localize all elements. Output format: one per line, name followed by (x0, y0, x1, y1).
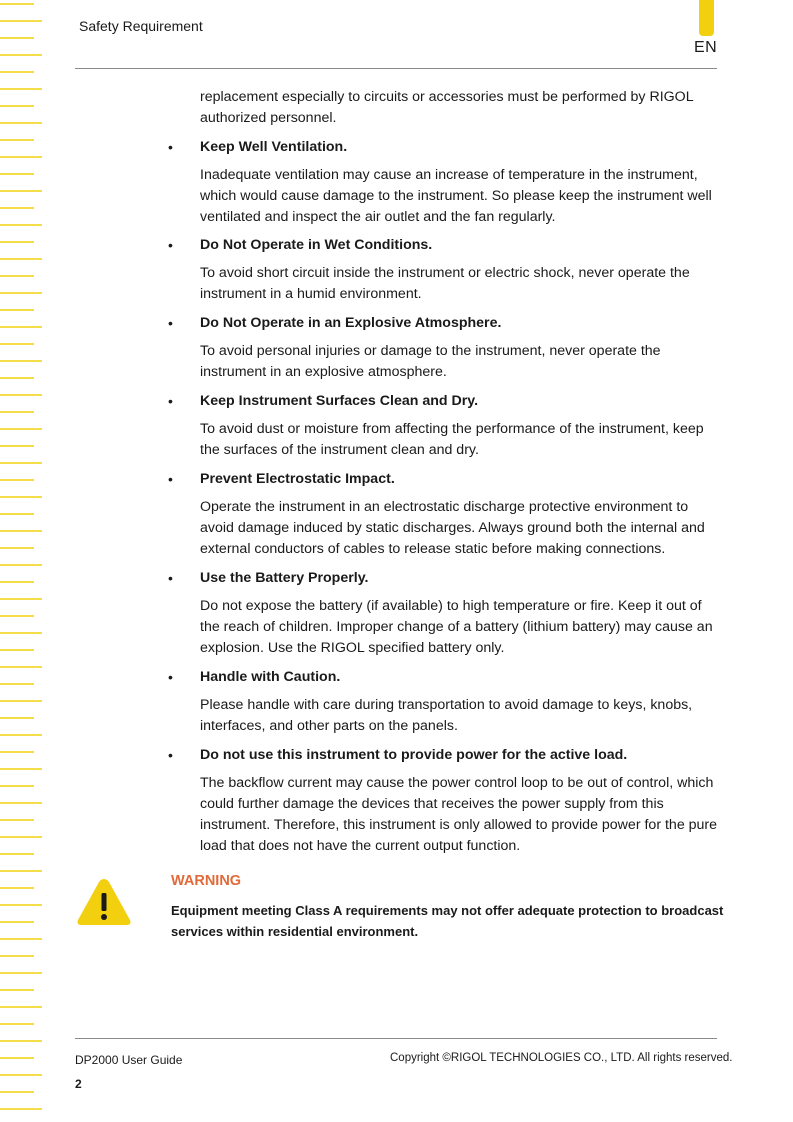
bullet: • (168, 393, 173, 409)
item-text-explosive-atmosphere: To avoid personal injuries or damage to the instrument, never operate the instrument in an explosive atmosphere. (200, 343, 661, 380)
header-divider (75, 68, 717, 69)
intro-paragraph: replacement especially to circuits or accessories must be performed by RIGOL authorized personnel. (200, 89, 694, 126)
item-text-clean-dry: To avoid dust or moisture from affecting the performance of the instrument, keep the surfaces of the instrument clean and dry. (200, 421, 704, 458)
item-text-active-load: The backflow current may cause the power control loop to be out of control, which could further damage the devices that receives the power supply from this instrument. Therefore, this instrument is only allowed to provide power for the pure load that does not have the current output function. (200, 775, 718, 854)
page-number: 2 (75, 1077, 82, 1091)
item-text-wet-conditions: To avoid short circuit inside the instrument or electric shock, never operate the instrument in a humid environment. (200, 265, 690, 302)
item-title-electrostatic: Prevent Electrostatic Impact. (200, 471, 395, 487)
item-title-explosive-atmosphere: Do Not Operate in an Explosive Atmosphere. (200, 315, 502, 331)
item-text-battery: Do not expose the battery (if available) to high temperature or fire. Keep it out of the reach of children. Improper change of a battery (lithium battery) may cause an explosion. Use the RIGOL specified battery only. (200, 598, 713, 656)
warning-title: WARNING (171, 873, 242, 889)
warning-triangle-icon (76, 876, 132, 928)
bullet: • (168, 570, 173, 586)
footer-divider (75, 1038, 717, 1039)
item-text-electrostatic: Operate the instrument in an electrostatic discharge protective environment to avoid damage induced by static discharges. Always ground both the internal and external conductors of cables to release static before making connections. (200, 499, 705, 557)
item-text-caution: Please handle with care during transportation to avoid damage to keys, knobs, interfaces, and other parts on the panels. (200, 697, 693, 734)
item-title-clean-dry: Keep Instrument Surfaces Clean and Dry. (200, 393, 479, 409)
bullet: • (168, 669, 173, 685)
warning-text: Equipment meeting Class A requirements may not offer adequate protection to broadcast services within residential environment. (171, 903, 724, 939)
language-tab-marker (699, 0, 714, 36)
bullet: • (168, 747, 173, 763)
item-title-battery: Use the Battery Properly. (200, 570, 369, 586)
margin-tick-marks (0, 0, 46, 1122)
item-title-active-load: Do not use this instrument to provide power for the active load. (200, 747, 628, 763)
item-title-caution: Handle with Caution. (200, 669, 341, 685)
bullet: • (168, 315, 173, 331)
bullet: • (168, 471, 173, 487)
item-title-wet-conditions: Do Not Operate in Wet Conditions. (200, 237, 433, 253)
bullet: • (168, 237, 173, 253)
item-title-ventilation: Keep Well Ventilation. (200, 139, 348, 155)
language-label: EN (694, 39, 718, 56)
document-name: DP2000 User Guide (75, 1053, 183, 1067)
item-text-ventilation: Inadequate ventilation may cause an increase of temperature in the instrument, which would cause damage to the instrument. So please keep the instrument well ventilated and inspect the air outlet and the fan regularly. (200, 167, 712, 225)
bullet: • (168, 139, 173, 155)
section-title: Safety Requirement (79, 18, 203, 34)
copyright-notice: Copyright ©RIGOL TECHNOLOGIES CO., LTD. All rights reserved. (390, 1052, 733, 1064)
